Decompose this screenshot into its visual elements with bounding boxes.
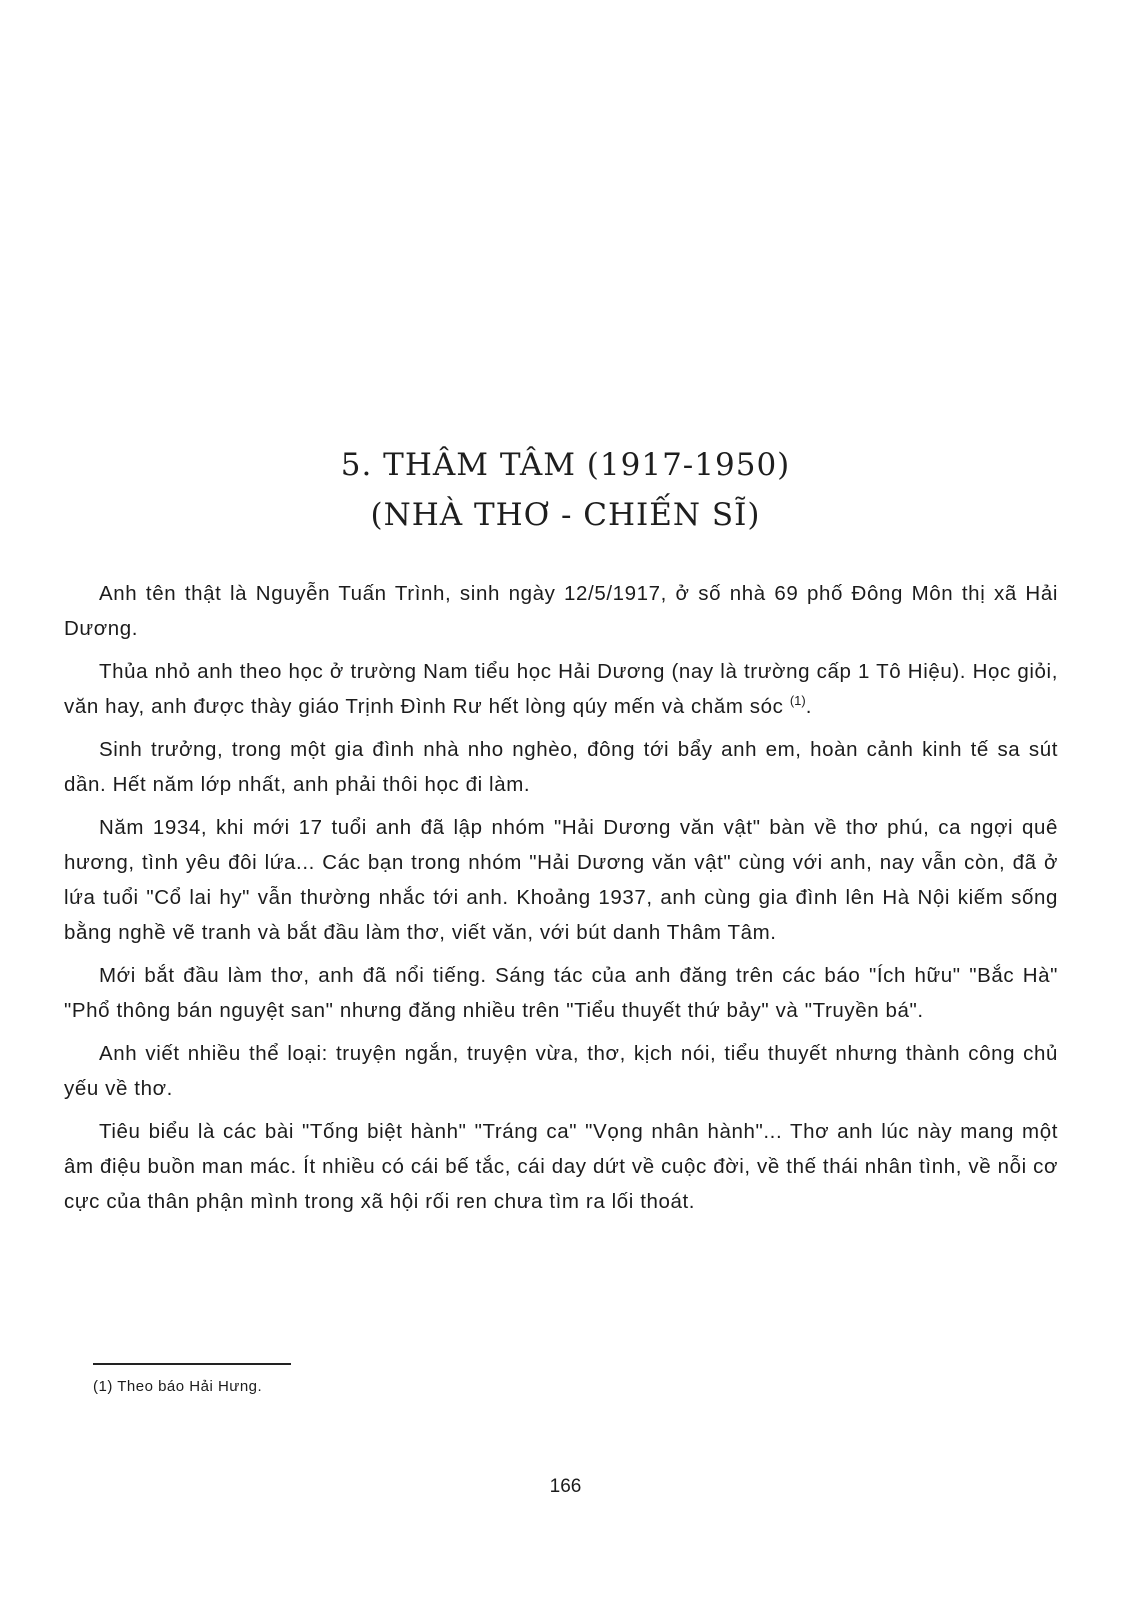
paragraph-3: Sinh trưởng, trong một gia đình nhà nho nghèo, đông tới bẩy anh em, hoàn cảnh kinh tế sa sút dần. Hết năm lớp nhất, anh phải thôi học đi làm. — [64, 738, 1058, 796]
page-number: 166 — [549, 1476, 582, 1497]
paragraph-2 — [64, 654, 1058, 724]
chapter-title-line-2: (NHÀ THƠ - CHIẾN SĨ) — [370, 497, 761, 533]
paragraph-2-end: . — [805, 695, 812, 718]
chapter-title — [0, 440, 1131, 540]
chapter-title-line-1: 5. THÂM TÂM (1917-1950) — [340, 447, 791, 483]
paragraph-6: Anh viết nhiều thể loại: truyện ngắn, truyện vừa, thơ, kịch nói, tiểu thuyết nhưng thành công chủ yếu về thơ. — [64, 1042, 1058, 1100]
footnote: (1) Theo báo Hải Hưng. — [93, 1378, 263, 1395]
paragraph-5: Mới bắt đầu làm thơ, anh đã nổi tiếng. Sáng tác của anh đăng trên các báo "Ích hữu" "Bắc Hà" "Phổ thông bán nguyệt san" nhưng đăng nhiều trên "Tiểu thuyết thứ bảy" và "Truyền bá". — [64, 964, 1058, 1022]
footnote-divider — [93, 1363, 291, 1365]
footnote-reference: (1) — [789, 693, 806, 709]
paragraph-1: Anh tên thật là Nguyễn Tuấn Trình, sinh ngày 12/5/1917, ở số nhà 69 phố Đông Môn thị xã Hải Dương. — [64, 582, 1058, 640]
paragraph-7: Tiêu biểu là các bài "Tống biệt hành" "Tráng ca" "Vọng nhân hành"... Thơ anh lúc này mang một âm điệu buồn man mác. Ít nhiều có cái bế tắc, cái day dứt về cuộc đời, về thế thái nhân tình, về nỗi cơ cực của thân phận mình trong xã hội rối ren chưa tìm ra lối thoát. — [64, 1120, 1058, 1213]
paragraph-2-text: Thủa nhỏ anh theo học ở trường Nam tiểu học Hải Dương (nay là trường cấp 1 Tô Hiệu). Học giỏi, văn hay, anh được thày giáo Trịnh Đình Rư hết lòng qúy mến và chăm sóc — [64, 660, 1058, 718]
body-text — [64, 576, 1058, 1227]
paragraph-4: Năm 1934, khi mới 17 tuổi anh đã lập nhóm "Hải Dương văn vật" bàn về thơ phú, ca ngợi quê hương, tình yêu đôi lứa... Các bạn trong nhóm "Hải Dương văn vật" cùng với anh, nay vẫn còn, đã ở lứa tuổi "Cổ lai hy" vẫn thường nhắc tới anh. Khoảng 1937, anh cùng gia đình lên Hà Nội kiếm sống bằng nghề vẽ tranh và bắt đầu làm thơ, viết văn, với bút danh Thâm Tâm. — [64, 816, 1058, 944]
